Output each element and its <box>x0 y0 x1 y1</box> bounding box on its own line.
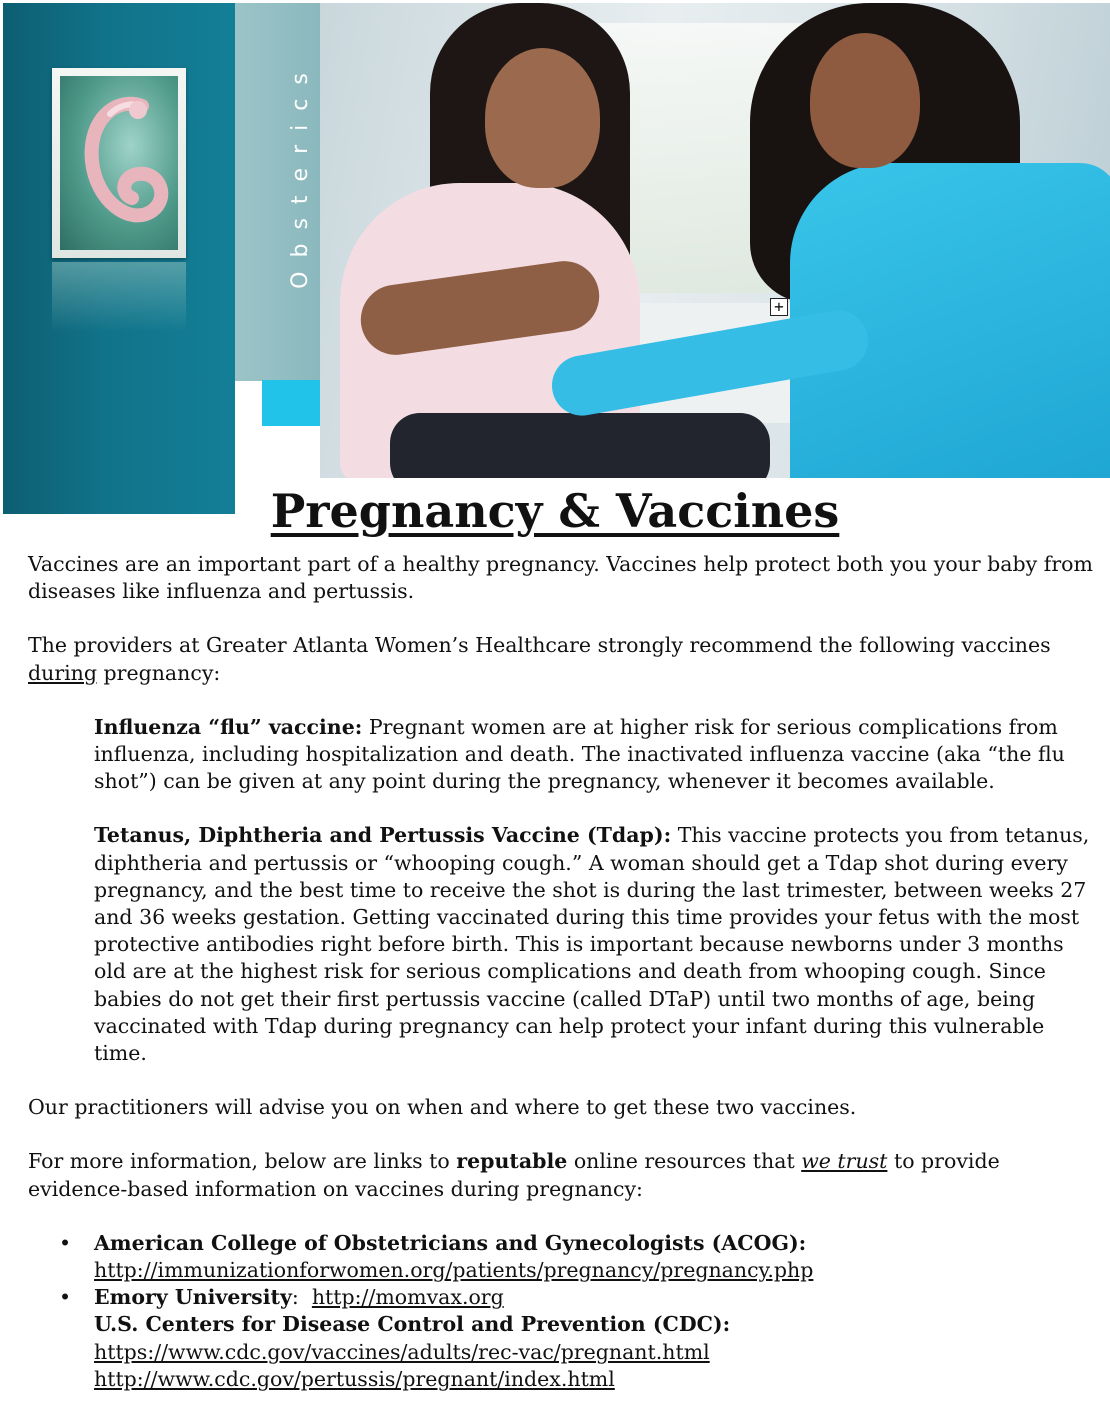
emory-name: Emory University <box>94 1285 292 1310</box>
flu-text: Pregnant women are at higher risk for serious complications from influenza, including hospitalization and death. The inactivated influenza vaccine (aka “the flu shot”) can be given at any point during the pregnancy, whenever it becomes available. <box>94 714 1065 794</box>
photo-legs <box>390 413 770 478</box>
recommend-text: The providers at Greater Atlanta Women’s Healthcare strongly recommend the following vaccines <box>28 633 1051 658</box>
tdap-paragraph <box>28 822 1098 1067</box>
logo-reflection <box>52 262 186 332</box>
more-info-text-middle: online resources that <box>573 1149 795 1174</box>
more-info-italic: we trust <box>801 1149 888 1174</box>
acog-name: American College of Obstetricians and Gynecologists (ACOG): <box>94 1230 807 1255</box>
page-title: Pregnancy & Vaccines <box>270 484 840 538</box>
more-info-text-end: to provide evidence-based information on vaccines during pregnancy: <box>28 1149 1000 1201</box>
intro-paragraph: Vaccines are an important part of a healthy pregnancy. Vaccines help protect both you your baby from diseases like influenza and pertussis. <box>28 552 1093 604</box>
flu-paragraph <box>28 714 1098 796</box>
more-info-text: For more information, below are links to <box>28 1149 450 1174</box>
bullet-icon: • <box>59 1230 72 1255</box>
resource-acog <box>28 1230 1098 1284</box>
photo-friend-face <box>810 33 920 168</box>
document-body <box>28 551 1098 1393</box>
side-label: Obsterics <box>287 59 313 289</box>
recommend-text-end: pregnancy: <box>103 660 221 685</box>
bullet-icon: • <box>59 1285 72 1310</box>
more-info-paragraph <box>28 1148 1098 1202</box>
acog-link[interactable]: http://immunizationforwomen.org/patients/pregnancy/pregnancy.php <box>94 1258 814 1283</box>
header-photo <box>320 3 1110 478</box>
emory-separator: : <box>291 1285 299 1310</box>
logo-g-icon <box>60 76 178 250</box>
resource-list <box>28 1230 1098 1393</box>
recommend-emphasis: during <box>28 660 98 685</box>
header-side-strip <box>235 3 321 381</box>
svg-text:G: G <box>119 168 127 179</box>
flu-label: Influenza “flu” vaccine: <box>94 714 363 739</box>
tdap-label: Tetanus, Diphtheria and Pertussis Vaccine (Tdap): <box>94 823 672 848</box>
logo-background <box>60 76 178 250</box>
cdc-link-vaccines[interactable]: https://www.cdc.gov/vaccines/adults/rec-vac/pregnant.html <box>94 1339 710 1364</box>
recommend-paragraph <box>28 632 1098 686</box>
cdc-name: U.S. Centers for Disease Control and Prevention (CDC): <box>94 1312 731 1337</box>
practice-logo <box>52 68 186 258</box>
resource-emory <box>28 1284 1098 1393</box>
tdap-text: This vaccine protects you from tetanus, diphtheria and pertussis or “whooping cough.” A woman should get a Tdap shot during every pregnancy, and the best time to receive the shot is during the last trimester, between weeks 27 and 36 weeks gestation. Getting vaccinated during this time provides your fetus with the most protective antibodies right before birth. This is important because newborns under 3 months old are at the highest risk for serious complications and death from whooping cough. Since babies do not get their first pertussis vaccine (called DTaP) until two months of age, being vaccinated with Tdap during pregnancy can help protect your infant during this vulnerable time. <box>94 823 1090 1066</box>
advise-paragraph: Our practitioners will advise you on when and where to get these two vaccines. <box>28 1095 857 1120</box>
more-info-bold: reputable <box>456 1149 568 1174</box>
emory-link[interactable]: http://momvax.org <box>311 1285 504 1310</box>
photo-pregnant-woman-face <box>485 48 600 188</box>
cdc-link-pertussis[interactable]: http://www.cdc.gov/pertussis/pregnant/index.html <box>94 1366 615 1391</box>
expand-plus-icon[interactable]: + <box>770 298 788 316</box>
